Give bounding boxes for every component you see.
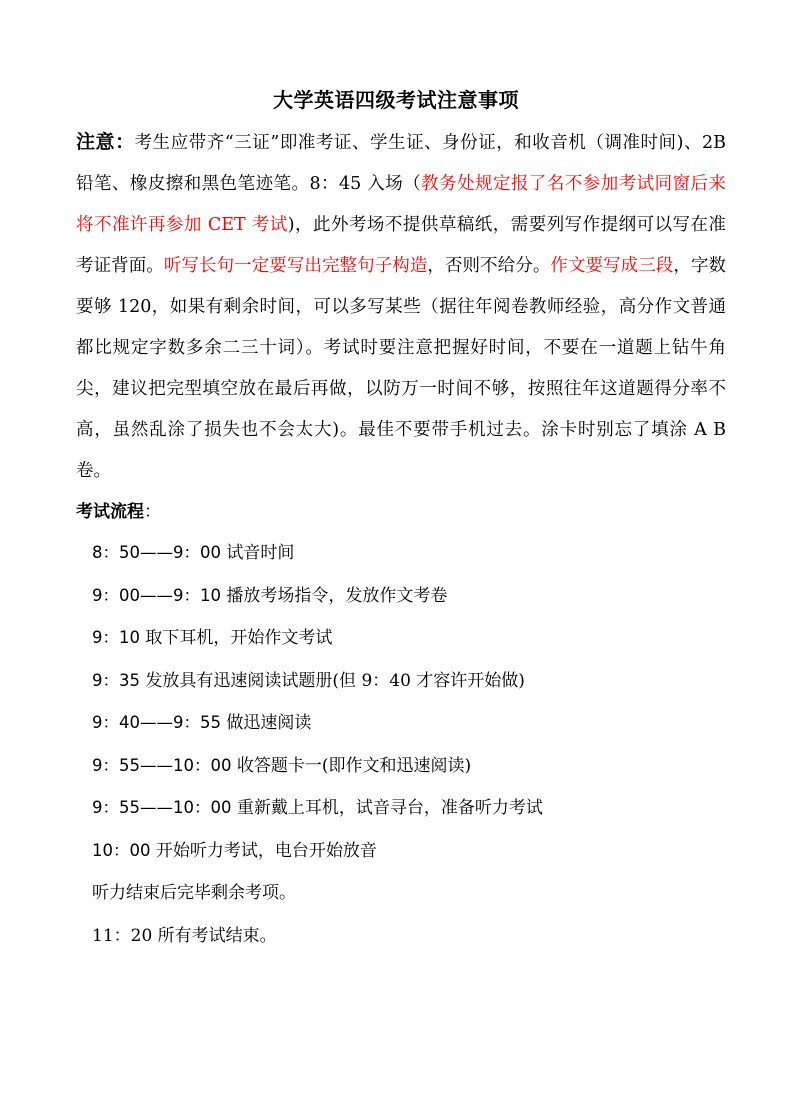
schedule-item <box>92 745 752 788</box>
schedule-item <box>92 660 752 703</box>
schedule-item <box>92 532 752 575</box>
flow-heading-text: 考试流程 <box>76 502 144 522</box>
schedule-text: 收答题卡一(即作文和迅速阅读) <box>231 755 472 776</box>
schedule-item <box>92 872 752 915</box>
schedule-time: 9：35 <box>92 670 140 690</box>
schedule-item <box>92 787 752 830</box>
flow-heading-colon: ： <box>144 502 161 522</box>
schedule-item <box>92 617 752 660</box>
schedule-time: 10：00 <box>92 840 151 860</box>
schedule-text: 做迅速阅读 <box>221 713 312 733</box>
notice-text-4: ，字数要够 120，如果有剩余时间，可以多写某些（据往年阅卷教师经验，高分作文普通都比规定字数多余二三十词）。考试时要注意把握好时间，不要在一道题上钻牛角尖，建议把完型填空放在最后再做，以防万一时间不够，按照往年这道题得分率不高，虽然乱涂了损失也不会太大)。最佳不要带手机过去。涂卡时别忘了填涂 A B 卷。 <box>76 256 727 481</box>
notice-paragraph <box>76 122 726 492</box>
schedule-item <box>92 830 752 873</box>
schedule-item <box>92 702 752 745</box>
notice-text-1: 考生应带齐“三证”即准考证、学生证、身份证，和收音机（调准时间)、2B 铅笔、橡皮擦和黑色笔迹笔。8：45 入场（ <box>76 133 726 194</box>
schedule-time: 9：55——10：00 <box>92 755 232 775</box>
schedule-time: 9：00——9：10 <box>92 585 221 605</box>
schedule-time: 8：50——9：00 <box>92 543 221 562</box>
flow-heading <box>76 497 161 522</box>
schedule-time: 9：55——10：00 <box>92 798 232 817</box>
schedule-item <box>92 575 752 618</box>
schedule-text: 重新戴上耳机，试音寻台，准备听力考试 <box>231 798 543 818</box>
schedule-text: 取下耳机，开始作文考试 <box>140 628 333 648</box>
notice-highlight-dictation: 听写长句一定要写出完整句子构造 <box>163 256 428 276</box>
exam-schedule-list <box>92 532 752 957</box>
schedule-text: 播放考场指令，发放作文考卷 <box>221 585 448 606</box>
notice-label: 注意： <box>76 131 135 153</box>
schedule-text: 发放具有迅速阅读试题册(但 9：40 才容许开始做) <box>140 670 525 691</box>
schedule-item <box>92 915 752 958</box>
notice-text-3: ，否则不给分。 <box>427 256 551 276</box>
schedule-time: 9：10 <box>92 628 140 647</box>
schedule-time: 9：40——9：55 <box>92 713 221 732</box>
schedule-text: 11：20 所有考试结束。 <box>92 925 277 946</box>
page-title: 大学英语四级考试注意事项 <box>273 88 519 112</box>
notice-highlight-essay: 作文要写成三段 <box>550 256 674 276</box>
notice-highlight-registration: 教务处规定报了名不参加考试同窗后来将不准许再参加 CET 考试 <box>76 174 726 235</box>
schedule-text: 听力结束后完毕剩余考项。 <box>92 883 296 903</box>
schedule-text: 开始听力考试，电台开始放音 <box>150 840 377 861</box>
notice-text-2: )，此外考场不提供草稿纸，需要列写作提纲可以写在准考证背面。 <box>76 215 726 276</box>
schedule-text: 试音时间 <box>221 543 295 563</box>
